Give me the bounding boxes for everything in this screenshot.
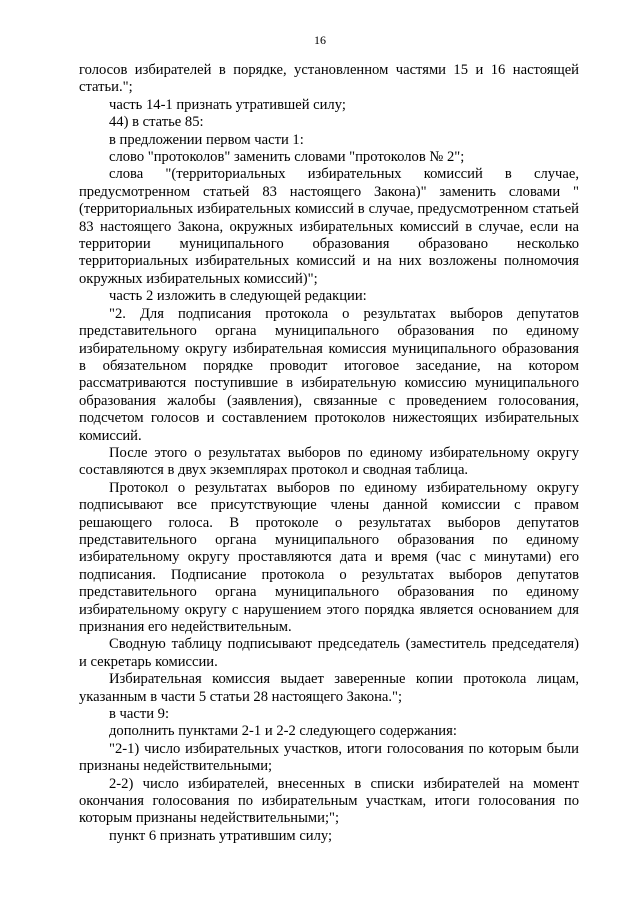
document-body bbox=[79, 62, 579, 845]
paragraph: 2-2) число избирателей, внесенных в списки избирателей на момент окончания голосования по избирательным участкам, итоги голосования по которым признаны недействительными;"; bbox=[79, 775, 579, 827]
paragraph: в части 9: bbox=[109, 706, 170, 723]
paragraph: дополнить пунктами 2-1 и 2-2 следующего содержания: bbox=[109, 723, 457, 740]
paragraph: Сводную таблицу подписывают председатель (заместитель председателя) и секретарь комиссии. bbox=[79, 636, 579, 670]
paragraph: Избирательная комиссия выдает заверенные копии протокола лицам, указанным в части 5 статьи 28 настоящего Закона."; bbox=[79, 671, 579, 705]
paragraph: в предложении первом части 1: bbox=[109, 131, 304, 148]
paragraph: "2-1) число избирательных участков, итоги голосования по которым были признаны недействительными; bbox=[79, 740, 579, 775]
page-number: 16 bbox=[314, 33, 326, 47]
paragraph: пункт 6 признать утратившим силу; bbox=[109, 827, 333, 844]
paragraph: часть 14-1 признать утратившей силу; bbox=[109, 96, 346, 113]
paragraph: "2. Для подписания протокола о результатах выборов депутатов представительного органа муниципального образования по единому избирательному округу избирательная комиссия муниципального образования в обязательном порядке проводит итоговое заседание, на котором рассматриваются поступившие в избирательную комиссию муниципального образования жалобы (заявления), связанные с проведением голосования, подсчетом голосов и составлением протоколов нижестоящих избирательных комиссий. bbox=[79, 305, 579, 444]
paragraph: слова "(территориальных избирательных комиссий в случае, предусмотренном статьей 83 настоящего Закона)" заменить словами "(территориальных избирательных комиссий в случае, предусмотренном статьей 83 настоящего Закона, окружных избирательных комиссий в случае, если на территории муниципального образования образовано несколько территориальных избирательных комиссий и на них возложены полномочия окружных избирательных комиссий)"; bbox=[79, 166, 579, 287]
paragraph: часть 2 изложить в следующей редакции: bbox=[109, 288, 367, 305]
paragraph: голосов избирателей в порядке, установленном частями 15 и 16 настоящей статьи."; bbox=[79, 62, 579, 96]
paragraph: 44) в статье 85: bbox=[109, 114, 204, 131]
paragraph: После этого о результатах выборов по единому избирательному округу составляются в двух экземплярах протокол и сводная таблица. bbox=[79, 444, 579, 479]
paragraph: слово "протоколов" заменить словами "протоколов № 2"; bbox=[109, 149, 465, 166]
paragraph: Протокол о результатах выборов по единому избирательному округу подписывают все присутствующие члены данной комиссии с правом решающего голоса. В протоколе о результатах выборов депутатов представительного органа муниципального образования по единому избирательному округу проставляются дата и время (час с минутами) его подписания. Подписание протокола о результатах выборов депутатов представительного органа муниципального образования по единому избирательному округу с нарушением этого порядка является основанием для признания его недействительным. bbox=[79, 479, 579, 635]
